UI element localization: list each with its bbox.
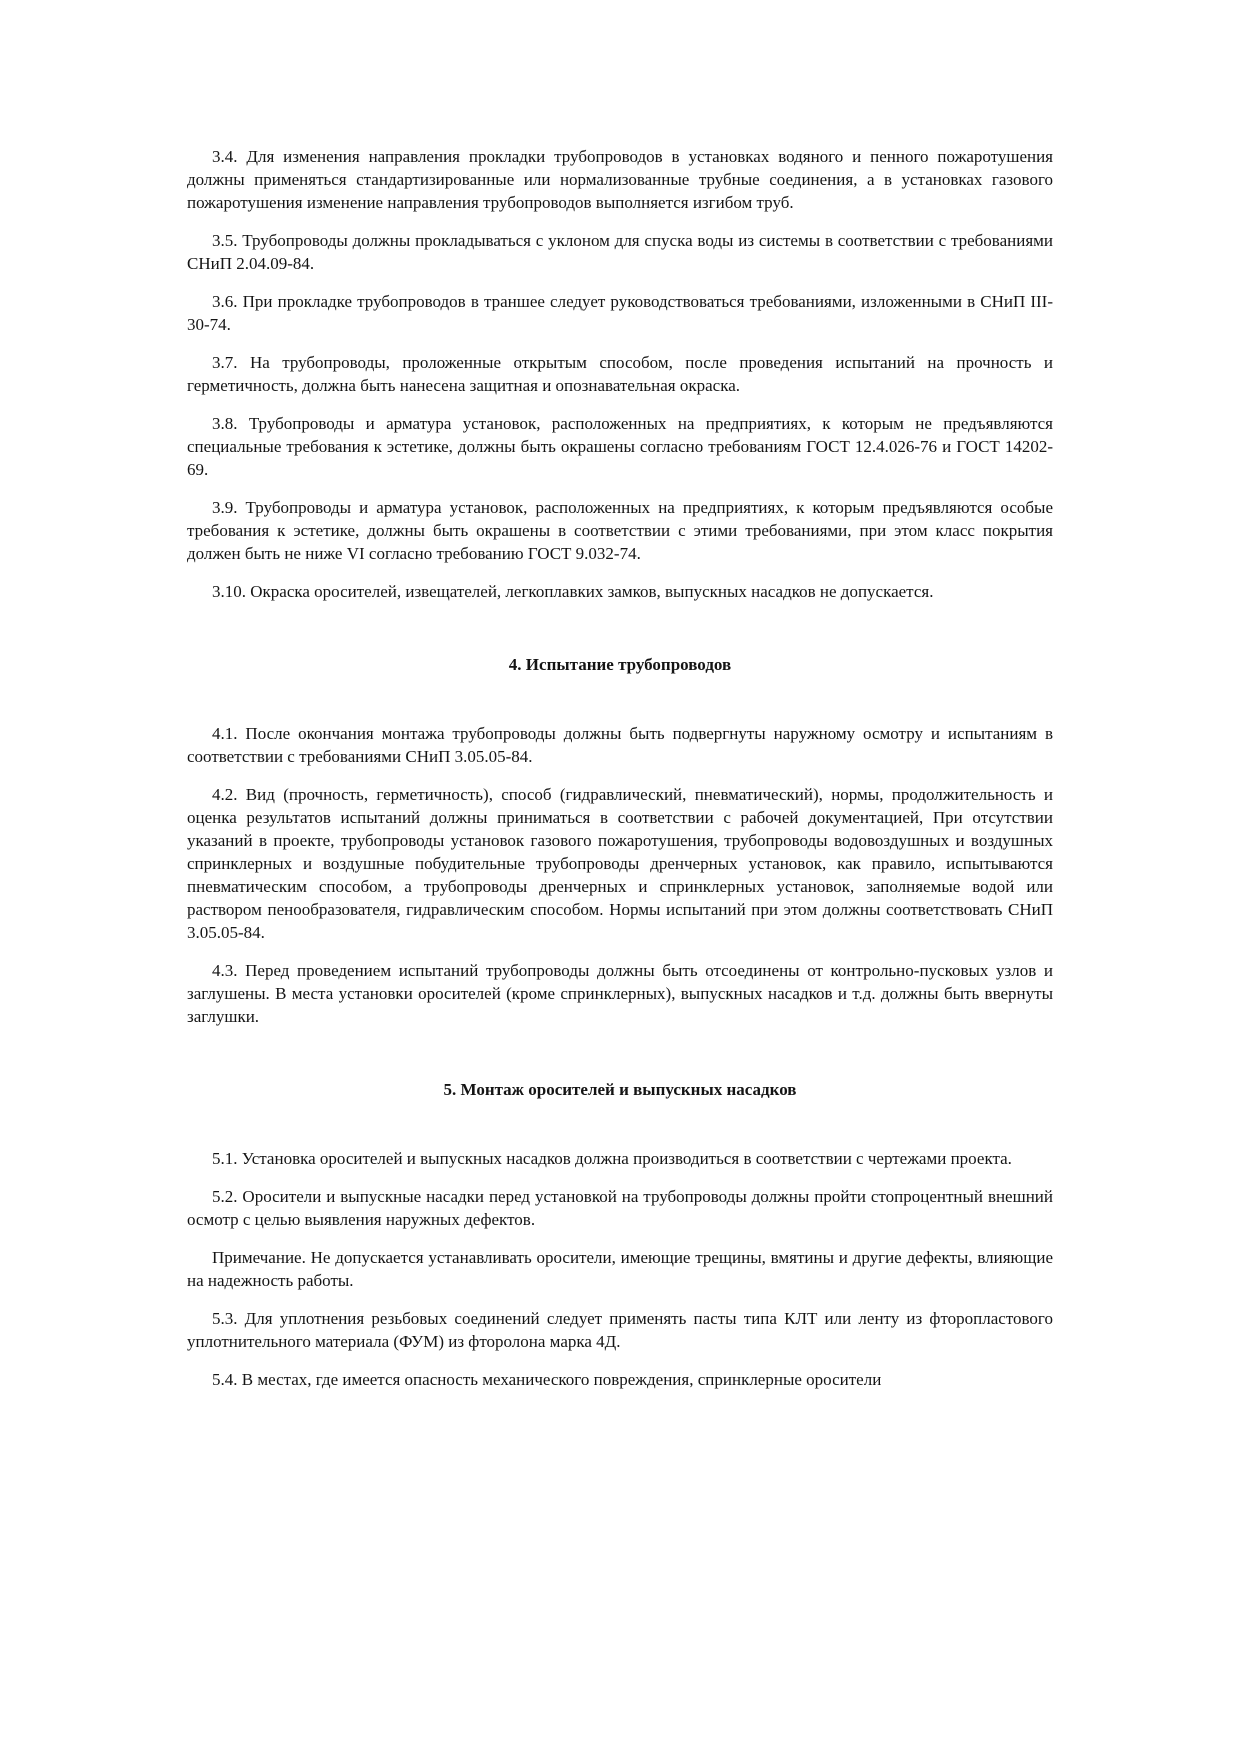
paragraph-3-8: 3.8. Трубопроводы и арматура установок, расположенных на предприятиях, к которым не предъявляются специальные требования к эстетике, должны быть окрашены согласно требованиям ГОСТ 12.4.026-76 и ГОСТ 14202-69. [187,414,1053,479]
paragraph-5-1: 5.1. Установка оросителей и выпускных насадков должна производиться в соответствии с чертежами проекта. [212,1149,1012,1168]
paragraph-4-1: 4.1. После окончания монтажа трубопроводы должны быть подвергнуты наружному осмотру и испытаниям в соответствии с требованиями СНиП 3.05.05-84. [187,724,1053,766]
paragraph-3-9: 3.9. Трубопроводы и арматура установок, расположенных на предприятиях, к которым предъявляются особые требования к эстетике, должны быть окрашены в соответствии с этими требованиями, при этом класс покрытия должен быть не ниже VI согласно требованию ГОСТ 9.032-74. [187,498,1053,563]
paragraph-5-4: 5.4. В местах, где имеется опасность механического повреждения, спринклерные оросители [212,1370,882,1389]
paragraph-4-3: 4.3. Перед проведением испытаний трубопроводы должны быть отсоединены от контрольно-пусковых узлов и заглушены. В места установки оросителей (кроме спринклерных), выпускных насадков и т.д. должны быть ввернуты заглушки. [187,961,1053,1026]
paragraph-note: Примечание. Не допускается устанавливать оросители, имеющие трещины, вмятины и другие дефекты, влияющие на надежность работы. [187,1248,1053,1290]
paragraph-3-7: 3.7. На трубопроводы, проложенные открытым способом, после проведения испытаний на прочность и герметичность, должна быть нанесена защитная и опознавательная окраска. [187,353,1053,395]
paragraph-5-3: 5.3. Для уплотнения резьбовых соединений следует применять пасты типа КЛТ или ленту из фторопластового уплотнительного материала (ФУМ) из фторолона марка 4Д. [187,1309,1053,1351]
paragraph-5-2: 5.2. Оросители и выпускные насадки перед установкой на трубопроводы должны пройти стопроцентный внешний осмотр с целью выявления наружных дефектов. [187,1187,1053,1229]
section-heading-4: 4. Испытание трубопроводов [508,655,732,674]
paragraph-4-2: 4.2. Вид (прочность, герметичность), способ (гидравлический, пневматический), нормы, продолжительность и оценка результатов испытаний должны приниматься в соответствии с рабочей документацией, При отсутствии указаний в проекте, трубопроводы установок газового пожаротушения, трубопроводы водовоздушных и воздушных спринклерных и воздушные побудительные трубопроводы дренчерных установок, как правило, испытываются пневматическим способом, а трубопроводы дренчерных и спринклерных установок, заполняемые водой или раствором пенообразователя, гидравлическим способом. Нормы испытаний при этом должны соответствовать СНиП 3.05.05-84. [187,785,1053,942]
paragraph-3-4: 3.4. Для изменения направления прокладки трубопроводов в установках водяного и пенного пожаротушения должны применяться стандартизированные или нормализованные трубные соединения, а в установках газового пожаротушения изменение направления трубопроводов выполняется изгибом труб. [187,147,1053,212]
paragraph-3-5: 3.5. Трубопроводы должны прокладываться с уклоном для спуска воды из системы в соответствии с требованиями СНиП 2.04.09-84. [187,231,1053,273]
paragraph-3-6: 3.6. При прокладке трубопроводов в траншее следует руководствоваться требованиями, изложенными в СНиП III-30-74. [187,292,1053,334]
paragraph-3-10: 3.10. Окраска оросителей, извещателей, легкоплавких замков, выпускных насадков не допускается. [212,582,934,601]
document-content [187,145,1053,1391]
section-heading-5: 5. Монтаж оросителей и выпускных насадков [443,1080,797,1099]
